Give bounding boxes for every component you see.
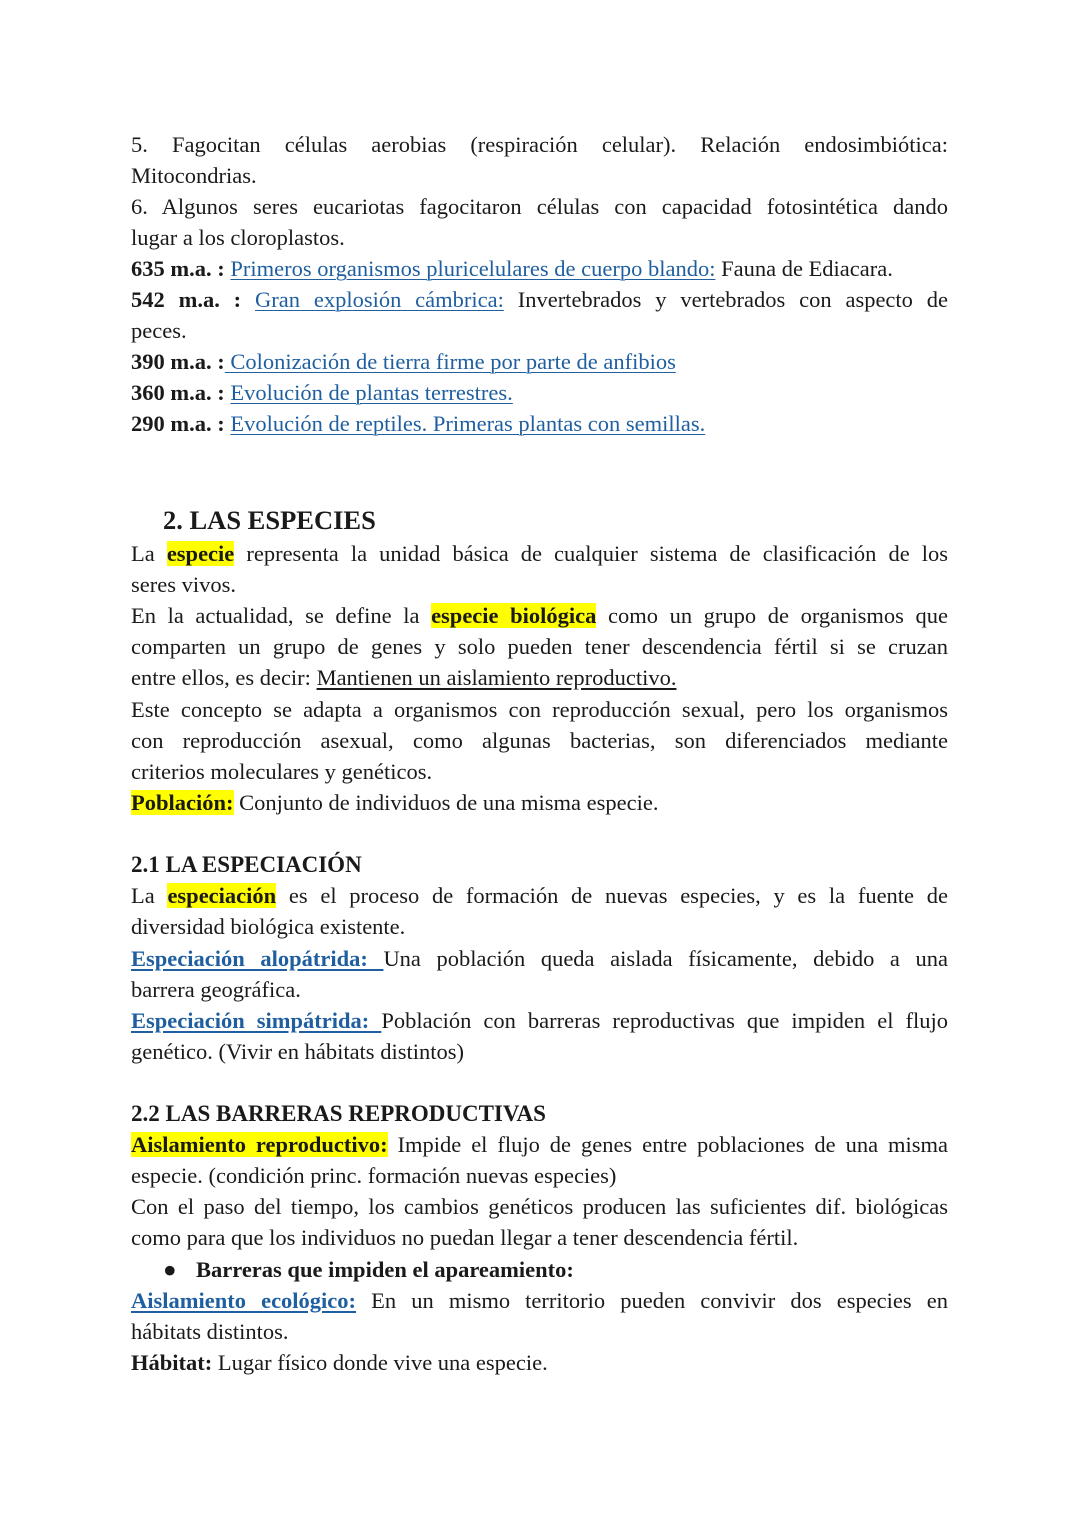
habitat-definition <box>131 1347 948 1378</box>
poblacion-definition <box>131 787 948 818</box>
highlight-especiacion: especiación <box>167 883 277 908</box>
ecologico-line-2: hábitats distintos. <box>131 1319 289 1344</box>
text: En un mismo territorio pueden convivir dos especies en <box>356 1288 948 1313</box>
timeline-entry-390 <box>131 346 948 377</box>
timeline-link[interactable]: Colonización de tierra firme por parte de anfibios <box>224 349 676 374</box>
timeline-link[interactable]: Evolución de plantas terrestres. <box>230 380 513 405</box>
section-2-2-p2-line-2: como para que los individuos no puedan llegar a tener descendencia fértil. <box>131 1225 799 1250</box>
text: Lugar físico donde vive una especie. <box>212 1350 548 1375</box>
text: Población con barreras reproductivas que impiden el flujo <box>381 1008 948 1033</box>
timeline-date: 635 m.a. : <box>131 256 225 281</box>
text: representa la unidad básica de cualquier sistema de clasificación de los <box>234 541 949 566</box>
timeline-link[interactable]: Gran explosión cámbrica: <box>255 287 504 312</box>
timeline-date: 390 m.a. : <box>131 349 225 374</box>
simpatrida-line-2: genético. (Vivir en hábitats distintos) <box>131 1039 464 1064</box>
timeline-entry-360 <box>131 377 948 408</box>
timeline-date: 290 m.a. : <box>131 411 225 436</box>
highlight-especie: especie <box>166 541 235 566</box>
section-2-p2-line-2: comparten un grupo de genes y solo pueden tener descendencia fértil si se cruzan <box>131 634 948 659</box>
section-2-2-p2-line-1: Con el paso del tiempo, los cambios genéticos producen las suficientes dif. biológicas <box>131 1194 948 1219</box>
section-2-p2-line-3 <box>131 662 948 693</box>
intro-line-1: 5. Fagocitan células aerobias (respiración celular). Relación endosimbiótica: <box>131 132 948 157</box>
highlight-aislamiento-reproductivo: Aislamiento reproductivo: <box>131 1132 388 1157</box>
aislamiento-line-1 <box>131 1129 948 1160</box>
text: La <box>131 883 168 908</box>
section-2-p3-line-2: con reproducción asexual, como algunas bacterias, son diferenciados mediante <box>131 728 948 753</box>
text: En la actualidad, se define la <box>131 603 432 628</box>
link-especiacion-alopatrida[interactable]: Especiación alopátrida: <box>131 946 384 971</box>
alopatrida-line-2: barrera geográfica. <box>131 977 301 1002</box>
timeline-text: Fauna de Ediacara. <box>715 256 893 281</box>
text: entre ellos, es decir: <box>131 665 317 690</box>
intro-line-4: lugar a los cloroplastos. <box>131 225 345 250</box>
timeline-entry-635 <box>131 253 948 284</box>
link-especiacion-simpatrida[interactable]: Especiación simpátrida: <box>131 1008 382 1033</box>
text: como un grupo de organismos que <box>596 603 948 628</box>
highlight-poblacion: Población: <box>131 790 234 815</box>
underlined-definition: Mantienen un aislamiento reproductivo. <box>316 665 677 690</box>
text: Impide el flujo de genes entre poblaciones de una misma <box>387 1132 948 1157</box>
bullet-barreras <box>163 1254 980 1285</box>
bullet-icon: ● <box>163 1257 177 1282</box>
section-2-2-title: 2.2 LAS BARRERAS REPRODUCTIVAS <box>131 1101 546 1126</box>
section-2-p3-line-3: criterios moleculares y genéticos. <box>131 759 433 784</box>
timeline-link[interactable]: Primeros organismos pluricelulares de cuerpo blando: <box>230 256 716 281</box>
timeline-entry-542 <box>131 284 948 315</box>
intro-line-2: Mitocondrias. <box>131 163 257 188</box>
section-2-1-p1-line-1 <box>131 880 948 911</box>
section-2-p2-line-1 <box>131 600 948 631</box>
section-2-p1-line-1 <box>131 538 948 569</box>
text: es el proceso de formación de nuevas especies, y es la fuente de <box>276 883 948 908</box>
timeline-entry-542-cont: peces. <box>131 318 187 343</box>
section-2-title: 2. LAS ESPECIES <box>163 505 376 535</box>
ecologico-line-1 <box>131 1285 948 1316</box>
timeline-link[interactable]: Evolución de reptiles. Primeras plantas con semillas. <box>230 411 706 436</box>
aislamiento-line-2: especie. (condición princ. formación nuevas especies) <box>131 1163 617 1188</box>
highlight-especie-biologica: especie biológica <box>431 603 597 628</box>
alopatrida-line-1 <box>131 943 948 974</box>
section-2-1-title: 2.1 LA ESPECIACIÓN <box>131 852 362 877</box>
simpatrida-line-1 <box>131 1005 948 1036</box>
timeline-text: Invertebrados y vertebrados con aspecto de <box>503 287 948 312</box>
text: La <box>131 541 167 566</box>
text: Una población queda aislada físicamente, debido a una <box>383 946 948 971</box>
habitat-term: Hábitat: <box>131 1350 213 1375</box>
text: Conjunto de individuos de una misma especie. <box>233 790 659 815</box>
link-aislamiento-ecologico[interactable]: Aislamiento ecológico: <box>131 1288 357 1313</box>
section-2-p1-line-2: seres vivos. <box>131 572 236 597</box>
timeline-date: 360 m.a. : <box>131 380 225 405</box>
section-2-1-p1-line-2: diversidad biológica existente. <box>131 914 406 939</box>
timeline-date: 542 m.a. : <box>131 287 242 312</box>
timeline-entry-290 <box>131 408 948 439</box>
intro-line-3: 6. Algunos seres eucariotas fagocitaron células con capacidad fotosintética dando <box>131 194 948 219</box>
section-2-p3-line-1: Este concepto se adapta a organismos con reproducción sexual, pero los organismos <box>131 697 948 722</box>
bullet-text: Barreras que impiden el apareamiento: <box>196 1257 574 1282</box>
